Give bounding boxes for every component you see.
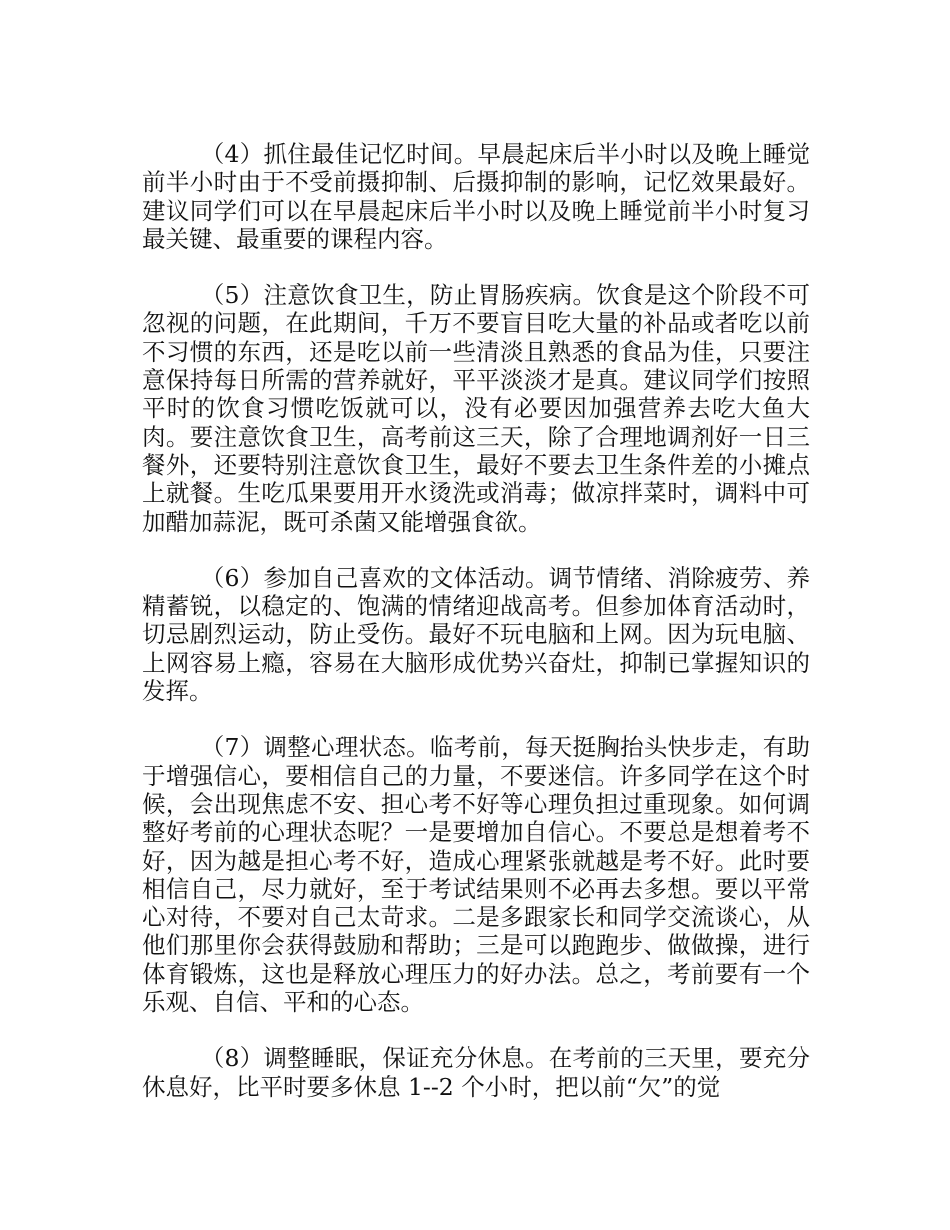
paragraph-tip-4: （4）抓住最佳记忆时间。早晨起床后半小时以及晚上睡觉前半小时由于不受前摄抑制、后摄抑制的影响，记忆效果最好。建议同学们可以在早晨起床后半小时以及晚上睡觉前半小时复习最关键、最重要的课程内容。 — [142, 140, 810, 253]
paragraph-tip-6: （6）参加自己喜欢的文体活动。调节情绪、消除疲劳、养精蓄锐，以稳定的、饱满的情绪迎战高考。但参加体育活动时，切忌剧烈运动，防止受伤。最好不玩电脑和上网。因为玩电脑、上网容易上瘾，容易在大脑形成优势兴奋灶，抑制已掌握知识的发挥。 — [142, 563, 810, 706]
document-body — [142, 140, 810, 1101]
paragraph-tip-5: （5）注意饮食卫生，防止胃肠疾病。饮食是这个阶段不可忽视的问题，在此期间，千万不要盲目吃大量的补品或者吃以前不习惯的东西，还是吃以前一些清淡且熟悉的食品为佳，只要注意保持每日所需的营养就好，平平淡淡才是真。建议同学们按照平时的饮食习惯吃饭就可以，没有必要因加强营养去吃大鱼大肉。要注意饮食卫生，高考前这三天，除了合理地调剂好一日三餐外，还要特别注意饮食卫生，最好不要去卫生条件差的小摊点上就餐。生吃瓜果要用开水烫洗或消毒；做凉拌菜时，调料中可加醋加蒜泥，既可杀菌又能增强食欲。 — [142, 281, 810, 536]
paragraph-tip-8: （8）调整睡眠，保证充分休息。在考前的三天里，要充分休息好，比平时要多休息 1--2 个小时，把以前“欠”的觉 — [142, 1044, 810, 1101]
paragraph-tip-7: （7）调整心理状态。临考前，每天挺胸抬头快步走，有助于增强信心，要相信自己的力量，不要迷信。许多同学在这个时候，会出现焦虑不安、担心考不好等心理负担过重现象。如何调整好考前的心理状态呢？一是要增加自信心。不要总是想着考不好，因为越是担心考不好，造成心理紧张就越是考不好。此时要相信自己，尽力就好，至于考试结果则不必再去多想。要以平常心对待，不要对自己太苛求。二是多跟家长和同学交流谈心，从他们那里你会获得鼓励和帮助；三是可以跑跑步、做做操，进行体育锻炼，这也是释放心理压力的好办法。总之，考前要有一个乐观、自信、平和的心态。 — [142, 733, 810, 1017]
